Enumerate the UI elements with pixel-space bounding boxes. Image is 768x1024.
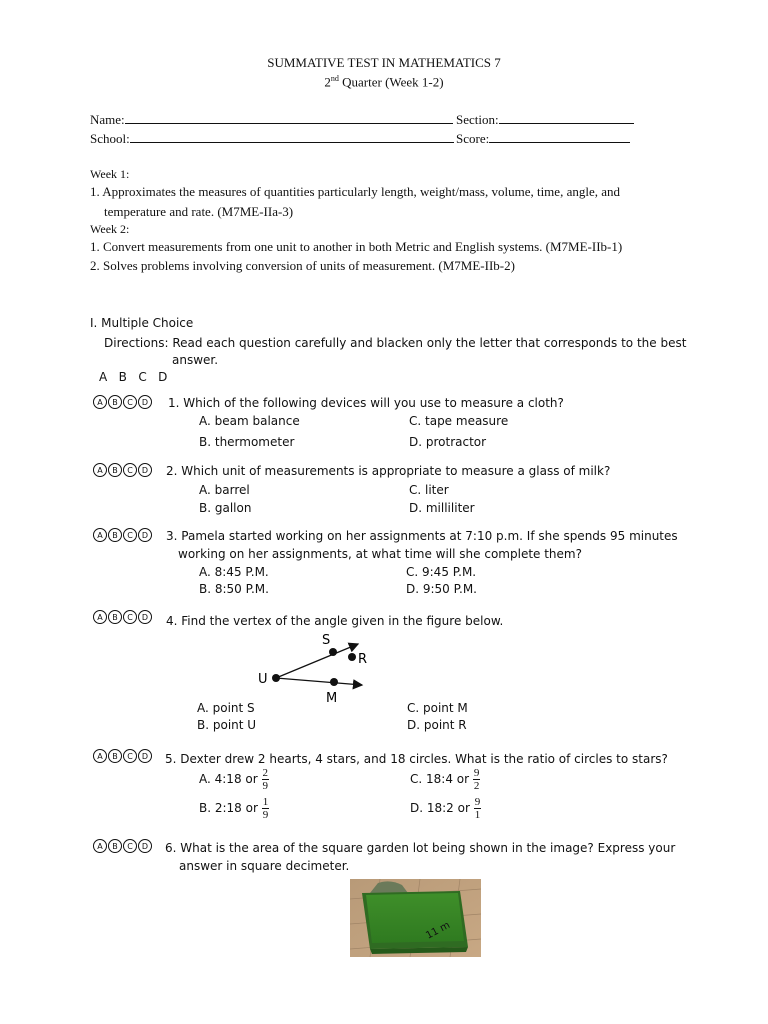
q2-option-d: D. milliliter	[409, 501, 475, 515]
question-5-stem: 5. Dexter drew 2 hearts, 4 stars, and 18 circles. What is the ratio of circles to stars?	[165, 752, 668, 766]
q5-option-c-fraction	[473, 767, 481, 792]
bubble-a[interactable]: A	[93, 463, 107, 477]
fraction-numerator: 2	[262, 767, 268, 779]
answer-bubbles-q1[interactable]	[93, 395, 152, 409]
label-r: R	[358, 652, 368, 667]
point-m	[330, 678, 338, 686]
score-label: Score:	[456, 131, 490, 146]
week2-label: Week 2:	[90, 222, 130, 236]
answer-bubbles-q6[interactable]	[93, 839, 152, 853]
bubble-b[interactable]: B	[108, 610, 122, 624]
label-m: M	[326, 691, 338, 706]
week1-item1-line1: 1. Approximates the measures of quantities particularly length, weight/mass, volume, time, angle, and	[90, 184, 620, 199]
test-title: SUMMATIVE TEST IN MATHEMATICS 7	[267, 55, 501, 70]
bubble-d[interactable]: D	[138, 610, 152, 624]
label-s: S	[322, 633, 331, 648]
section-blank[interactable]	[499, 111, 634, 124]
q3-option-a: A. 8:45 P.M.	[199, 565, 269, 579]
q5-option-d-fraction	[474, 796, 482, 821]
q1-option-b: B. thermometer	[199, 435, 295, 449]
bubble-d[interactable]: D	[138, 463, 152, 477]
question-3-stem: 3. Pamela started working on her assignments at 7:10 p.m. If she spends 95 minutes	[166, 529, 678, 543]
school-label: School:	[90, 131, 130, 146]
bubble-b[interactable]: B	[108, 395, 122, 409]
question-6-stem: 6. What is the area of the square garden lot being shown in the image? Express your	[165, 841, 676, 855]
q5-option-b-text: B. 2:18 or	[199, 801, 258, 815]
q2-option-c: C. liter	[409, 483, 449, 497]
name-blank[interactable]	[125, 111, 453, 124]
q5-option-b-fraction	[262, 796, 270, 821]
q5-option-d	[410, 796, 481, 821]
directions-line1: Directions: Read each question carefully and blacken only the letter that corresponds to the best	[104, 336, 687, 350]
fraction-numerator: 9	[474, 796, 481, 808]
answer-bubbles-q5[interactable]	[93, 749, 152, 763]
point-s	[329, 648, 337, 656]
score-field[interactable]	[456, 130, 630, 147]
fraction-denominator: 9	[262, 780, 268, 792]
bubble-d[interactable]: D	[138, 395, 152, 409]
bubble-d[interactable]: D	[138, 839, 152, 853]
bubble-c[interactable]: C	[123, 528, 137, 542]
week2-item1: 1. Convert measurements from one unit to another in both Metric and English systems. (M7ME-IIb-1)	[90, 239, 623, 254]
bubble-b[interactable]: B	[108, 749, 122, 763]
fraction-denominator: 9	[262, 809, 269, 821]
question-4-stem: 4. Find the vertex of the angle given in the figure below.	[166, 614, 504, 628]
bubble-a[interactable]: A	[93, 749, 107, 763]
school-blank[interactable]	[130, 130, 454, 143]
q5-option-a-text: A. 4:18 or	[199, 772, 258, 786]
bubble-a[interactable]: A	[93, 395, 107, 409]
point-r	[348, 653, 356, 661]
answer-letters-header: A B C D	[99, 370, 168, 384]
dimension-label: 11 m	[424, 919, 453, 942]
bubble-c[interactable]: C	[123, 749, 137, 763]
question-3-stem-line2: working on her assignments, at what time will she complete them?	[178, 547, 582, 561]
quarter-ordinal-suffix: nd	[330, 74, 339, 83]
angle-figure	[250, 628, 390, 708]
q3-option-c: C. 9:45 P.M.	[406, 565, 477, 579]
fraction-denominator: 2	[473, 780, 480, 792]
question-1-stem: 1. Which of the following devices will you use to measure a cloth?	[168, 396, 564, 410]
section-title: I. Multiple Choice	[90, 316, 194, 330]
q3-option-b: B. 8:50 P.M.	[199, 582, 269, 596]
q4-option-c: C. point M	[407, 701, 468, 715]
q1-option-a: A. beam balance	[199, 414, 300, 428]
q3-option-d: D. 9:50 P.M.	[406, 582, 477, 596]
q5-option-a	[199, 767, 269, 792]
q5-option-c	[410, 767, 480, 792]
q1-option-d: D. protractor	[409, 435, 487, 449]
week1-item1-line2: temperature and rate. (M7ME-IIa-3)	[104, 204, 294, 219]
q4-option-d: D. point R	[407, 718, 467, 732]
quarter-ordinal: 2	[324, 74, 331, 90]
bubble-c[interactable]: C	[123, 610, 137, 624]
q1-option-c: C. tape measure	[409, 414, 509, 428]
school-field[interactable]	[90, 130, 454, 147]
q4-option-a: A. point S	[197, 701, 255, 715]
q2-option-a: A. barrel	[199, 483, 250, 497]
answer-bubbles-q2[interactable]	[93, 463, 152, 477]
bubble-a[interactable]: A	[93, 610, 107, 624]
score-blank[interactable]	[489, 130, 630, 143]
point-u	[272, 674, 280, 682]
directions-line2: answer.	[172, 353, 219, 367]
bubble-c[interactable]: C	[123, 839, 137, 853]
bubble-c[interactable]: C	[123, 463, 137, 477]
name-field[interactable]	[90, 111, 453, 128]
q5-option-b	[199, 796, 269, 821]
bubble-d[interactable]: D	[138, 528, 152, 542]
bubble-a[interactable]: A	[93, 528, 107, 542]
bubble-b[interactable]: B	[108, 528, 122, 542]
fraction-numerator: 1	[262, 796, 269, 808]
week1-label: Week 1:	[90, 167, 130, 181]
bubble-d[interactable]: D	[138, 749, 152, 763]
quarter-text: Quarter (Week 1-2)	[338, 74, 444, 90]
ray-us	[276, 644, 358, 678]
name-label: Name:	[90, 112, 125, 127]
fraction-denominator: 1	[474, 809, 481, 821]
section-field[interactable]	[456, 111, 634, 128]
q5-option-c-text: C. 18:4 or	[410, 772, 470, 786]
q2-option-b: B. gallon	[199, 501, 252, 515]
bubble-b[interactable]: B	[108, 463, 122, 477]
q4-option-b: B. point U	[197, 718, 257, 732]
answer-bubbles-q4[interactable]	[93, 610, 152, 624]
question-6-stem-line2: answer in square decimeter.	[179, 859, 350, 873]
q5-option-a-fraction	[262, 767, 270, 792]
answer-bubbles-q3[interactable]	[93, 528, 152, 542]
bubble-c[interactable]: C	[123, 395, 137, 409]
question-2-stem: 2. Which unit of measurements is appropriate to measure a glass of milk?	[166, 464, 611, 478]
bubble-a[interactable]: A	[93, 839, 107, 853]
bubble-b[interactable]: B	[108, 839, 122, 853]
label-u: U	[258, 672, 268, 687]
week2-item2: 2. Solves problems involving conversion of units of measurement. (M7ME-IIb-2)	[90, 258, 515, 273]
fraction-numerator: 9	[473, 767, 480, 779]
q5-option-d-text: D. 18:2 or	[410, 801, 470, 815]
garden-lot-image	[350, 879, 481, 957]
ray-um	[276, 678, 362, 685]
quarter-subtitle	[0, 74, 768, 90]
section-label: Section:	[456, 112, 499, 127]
